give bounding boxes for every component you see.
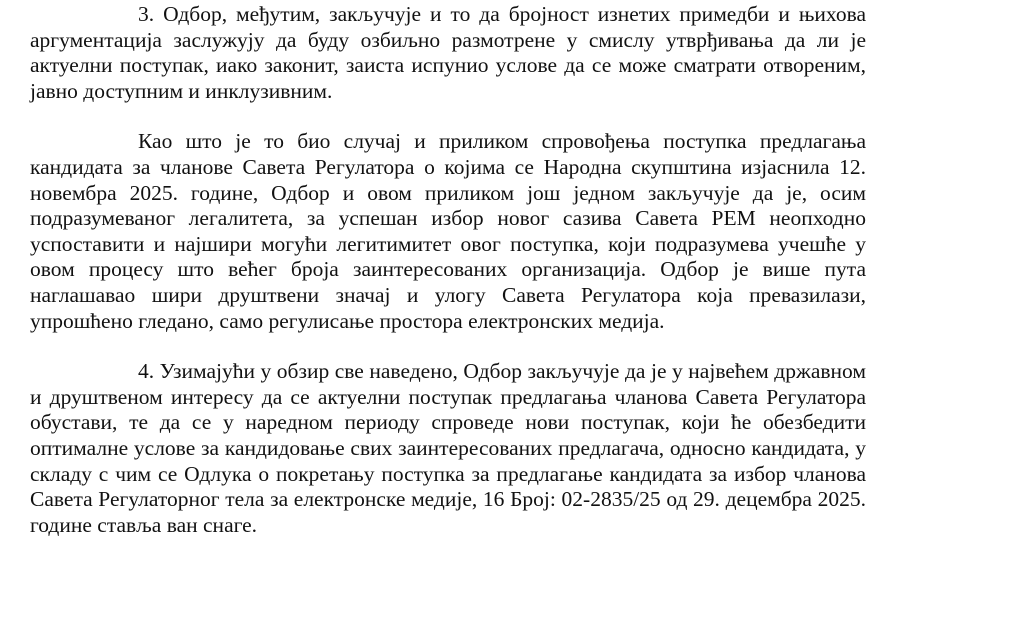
paragraph-spacer [30,104,866,129]
paragraph-registry-context: Као што је то био случај и приликом спровођења поступка предлагања кандидата за чланове Савета Регулатора о којима се Народна скупштина изјаснила 12. новембра 2025. године, Одбор и овом приликом још једном закључује да је, осим подразумеваног легалитета, за успешан избор новог сазива Савета РЕМ неопходно успоставити и најшири могући легитимитет овог поступка, који подразумева учешће у овом процесу што већег броја заинтересованих организација. Одбор је више пута наглашавао шири друштвени значај и улогу Савета Регулатора која превазилази, упрошћено гледано, само регулисање простора електронских медија. [30,129,866,333]
document-body [30,2,866,538]
paragraph-4: 4. Узимајући у обзир све наведено, Одбор закључује да је у највећем државном и друштвеном интересу да се актуелни поступак предлагања чланова Савета Регулатора обустави, те да се у наредном периоду спроведе нови поступак, који ће обезбедити оптималне услове за кандидовање свих заинтересованих предлагача, односно кандидата, у складу с чим се Одлука о покретању поступка за предлагање кандидата за избор чланова Савета Регулаторног тела за електронске медије, 16 Број: 02-2835/25 од 29. децембра 2025. године ставља ван снаге. [30,359,866,537]
paragraph-3: 3. Одбор, међутим, закључује и то да бројност изнетих примедби и њихова аргументација заслужују да буду озбиљно размотрене у смислу утврђивања да ли је актуелни поступак, иако законит, заиста испунио услове да се може сматрати отвореним, јавно доступним и инклузивним. [30,2,866,103]
paragraph-spacer [30,334,866,359]
